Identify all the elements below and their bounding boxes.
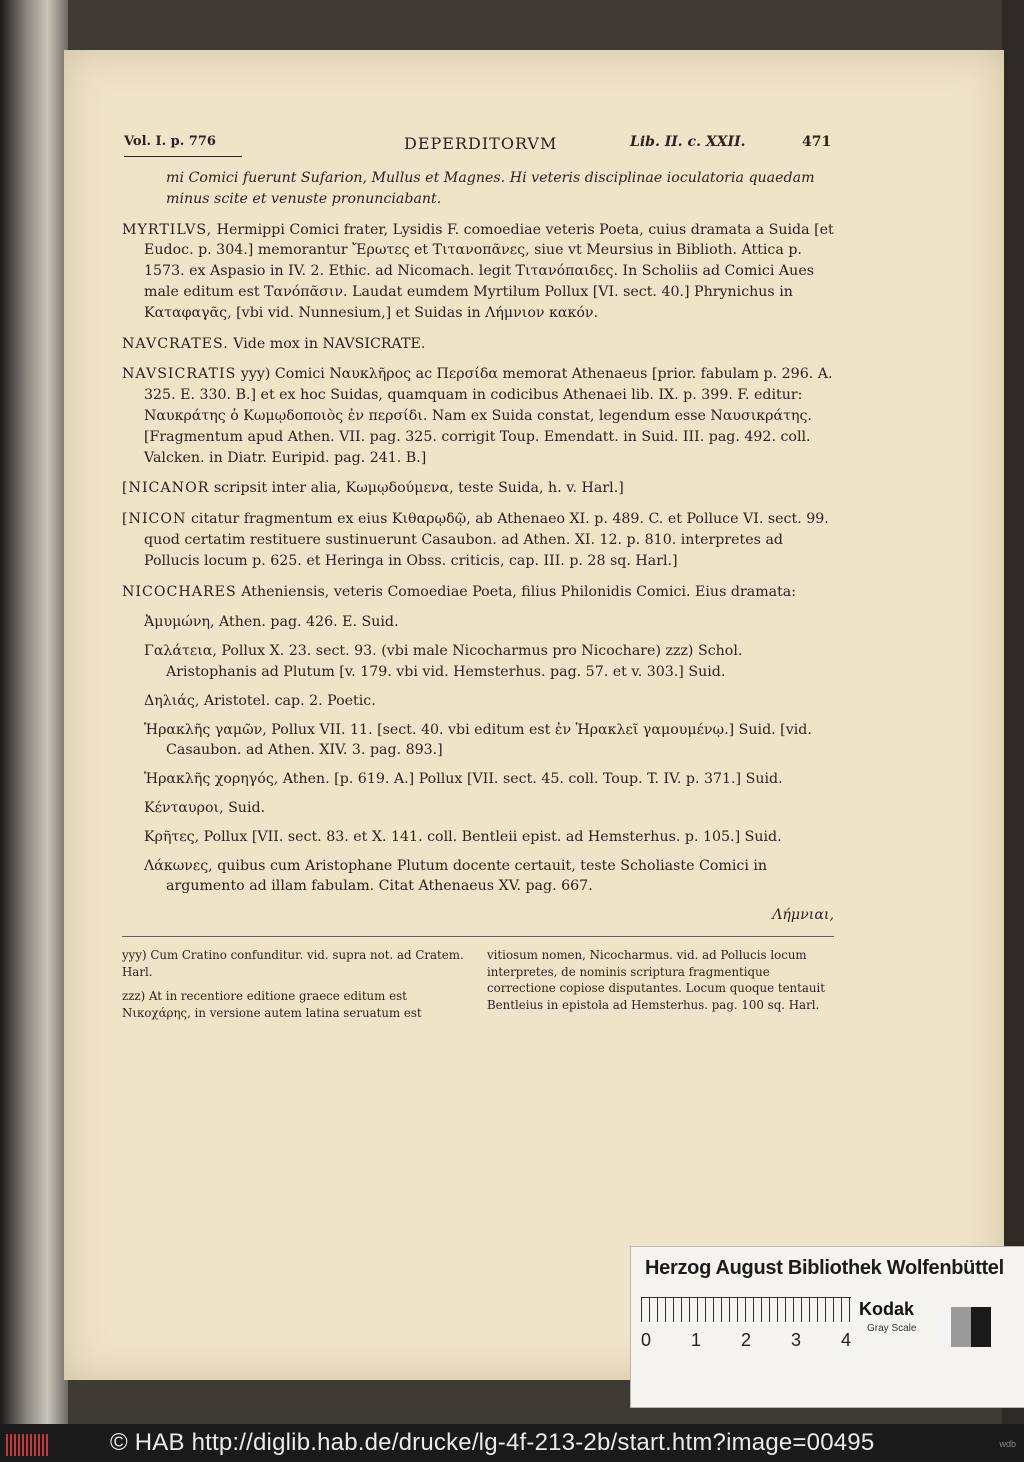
gray-scale-patches	[931, 1307, 991, 1347]
gray-patch	[971, 1307, 991, 1347]
viewer-footer	[0, 1424, 1024, 1462]
footnote: zzz) At in recentiore editione graece editum est Νικοχάρης, in versione autem latina seruatum est	[122, 989, 422, 1020]
main-text	[122, 168, 834, 943]
entry-paragraph	[122, 612, 834, 633]
entry-text: Δηλιάς, Aristotel. cap. 2. Poetic.	[144, 692, 376, 709]
copyright-url[interactable]: © HAB http://diglib.hab.de/drucke/lg-4f-213-2b/start.htm?image=00495	[110, 1429, 875, 1456]
entry-text: Κένταυροι, Suid.	[144, 799, 266, 816]
entry-lemma: MYRTILVS,	[122, 221, 213, 238]
entry-text: Vide mox in NAVSICRATE.	[233, 335, 426, 352]
scan-background-right	[1002, 0, 1024, 1424]
entry-text: Κρῆτες, Pollux [VII. sect. 83. et X. 141. coll. Bentleii epist. ad Hemsterhus. p. 105.] Suid.	[144, 828, 782, 845]
entry-text: Λάκωνες, quibus cum Aristophane Plutum docente certauit, teste Scholiaste Comici in argumento ad illam fabulam. Citat Athenaeus XV. pag. 667.	[144, 857, 768, 895]
footnotes-left-column	[122, 947, 469, 1029]
ruler-number: 2	[740, 1330, 751, 1350]
measurement-ruler	[641, 1297, 851, 1350]
entry-text: scripsit inter alia, Κωμῳδούμενα, teste Suida, h. v. Harl.]	[213, 480, 624, 497]
entry-text: Atheniensis, veteris Comoediae Poeta, filius Philonidis Comici. Eius dramata:	[241, 583, 797, 600]
entry-text: Hermippi Comici frater, Lysidis F. comoediae veteris Poeta, cuius dramata a Suida [et Eudoc. p. 304.] memorantur Ἔρωτες et Τιτανοπᾶνες, siue vt Meursius in Biblioth. Attica p. 1573. ex Aspasio in IV. 2. Ethic. ad Nicomach. legit Τιτανόπαιδες. In Scholiis ad Comici Aues male editum est Τανόπᾶσιν. Laudat eumdem Myrtilum Pollux [VI. sect. 40.] Phrynichus in Καταφαγᾶς, [vbi vid. Nunnesium,] et Suidas in Λήμνιον κακόν.	[144, 221, 834, 321]
entry-text: Ἡρακλῆς γαμῶν, Pollux VII. 11. [sect. 40. vbi editum est ἐν Ἡρακλεῖ γαμουμένῳ.] Suid. [vid. Casaubon. ad Athen. XIV. 3. pag. 893.]	[144, 721, 812, 759]
entry-paragraph	[122, 798, 834, 819]
entry-lemma: NICOCHARES	[122, 583, 237, 600]
ruler-numbers	[641, 1330, 851, 1351]
gray-patch	[951, 1307, 971, 1347]
entry-paragraph	[122, 334, 834, 355]
book-spine-edge	[0, 0, 68, 1424]
wdb-logo: wdb	[999, 1439, 1016, 1449]
book-page	[64, 50, 1004, 1380]
footnote: vitiosum nomen, Nicocharmus. vid. ad Pollucis locum interpretes, de nominis scriptura fragmentique correctione copiose disputantes. Locum quoque tentauit Bentleius in epistola ad Hemsterhus. pag. 100 sq. Harl.	[487, 948, 826, 1012]
institution-name: Herzog August Bibliothek Wolfenbüttel	[645, 1257, 1004, 1279]
ruler-number: 4	[840, 1330, 851, 1350]
entry-paragraph	[122, 509, 834, 571]
entry-text: Γαλάτεια, Pollux X. 23. sect. 93. (vbi male Nicocharmus pro Nicochare) zzz) Schol. Aristophanis ad Plutum [v. 179. vbi vid. Hemsterhus. pag. 57. et v. 303.] Suid.	[144, 643, 743, 680]
gray-patch	[931, 1307, 951, 1347]
footnote: yyy) Cum Cratino confunditur. vid. supra not. ad Cratem. Harl.	[122, 948, 464, 979]
footnote-divider	[122, 936, 834, 937]
ruler-number: 3	[790, 1330, 801, 1350]
gray-scale-label: Gray Scale	[867, 1323, 917, 1334]
header-volume-ref: Vol. I. p. 776	[124, 134, 216, 149]
library-scan-label	[630, 1246, 1024, 1408]
entry-paragraph	[122, 220, 834, 324]
header-book-chapter: Lib. II. c. XXII.	[630, 134, 746, 150]
entry-lemma: NAVSICRATIS	[122, 366, 237, 383]
entry-lemma: NAVCRATES.	[122, 335, 229, 352]
entry-paragraph	[122, 364, 834, 468]
entry-paragraph	[122, 168, 834, 210]
entry-paragraph	[122, 641, 834, 683]
catchword: Λήμνιαι,	[772, 907, 834, 924]
running-header	[64, 134, 1004, 156]
footnotes-right-column	[487, 947, 834, 1029]
header-underline	[124, 156, 242, 157]
entry-paragraph	[122, 720, 834, 762]
entry-paragraph	[122, 478, 834, 499]
footnotes	[122, 947, 834, 1029]
entry-lemma: [NICON	[122, 511, 187, 528]
page-number: 471	[802, 134, 832, 150]
entry-paragraph	[122, 827, 834, 848]
entry-paragraph	[122, 856, 834, 898]
entry-paragraph	[122, 582, 834, 603]
entry-paragraph	[122, 691, 834, 712]
entry-text: yyy) Comici Ναυκλῆρος ac Περσίδα memorat Athenaeus [prior. fabulam p. 296. A. 325. E. 330. B.] et ex hoc Suidas, quamquam in codicibus Athenaei lib. IX. p. 399. F. editur: Ναυκράτης ὁ Κωμῳδοποιὸς ἐν περσίδι. Nam ex Suida constat, legendum esse Ναυσικράτης. [Fragmentum apud Athen. VII. pag. 325. corrigit Toup. Emendatt. in Suid. III. pag. 492. coll. Valcken. in Diatr. Euripid. pag. 241. B.]	[144, 366, 833, 466]
hab-logo-icon	[6, 1434, 50, 1456]
entry-text: Ἡρακλῆς χορηγός, Athen. [p. 619. A.] Pollux [VII. sect. 45. coll. Toup. T. IV. p. 371.] Suid.	[144, 771, 783, 788]
ruler-number: 1	[690, 1330, 701, 1350]
entry-text: mi Comici fuerunt Sufarion, Mullus et Magnes. Hi veteris disciplinae ioculatoria quaedam minus scite et venuste pronunciabant.	[166, 170, 815, 207]
ruler-number: 0	[641, 1330, 652, 1350]
entry-text: Ἀμυμώνη, Athen. pag. 426. E. Suid.	[144, 614, 399, 631]
kodak-logo: Kodak	[859, 1299, 915, 1319]
entry-lemma: [NICANOR	[122, 480, 210, 497]
entry-paragraph	[122, 769, 834, 790]
ruler-ticks	[641, 1298, 851, 1322]
header-title: DEPERDITORVM	[404, 134, 558, 153]
entry-text: citatur fragmentum ex eius Κιθαρῳδῷ, ab Athenaeo XI. p. 489. C. et Polluce VI. sect. 99. quod certatim restituere sustinuerunt Casaubon. ad Athen. XI. 12. p. 810. interpretes ad Pollucis locum p. 625. et Heringa in Obss. criticis, cap. III. p. 28 sq. Harl.]	[144, 511, 829, 569]
